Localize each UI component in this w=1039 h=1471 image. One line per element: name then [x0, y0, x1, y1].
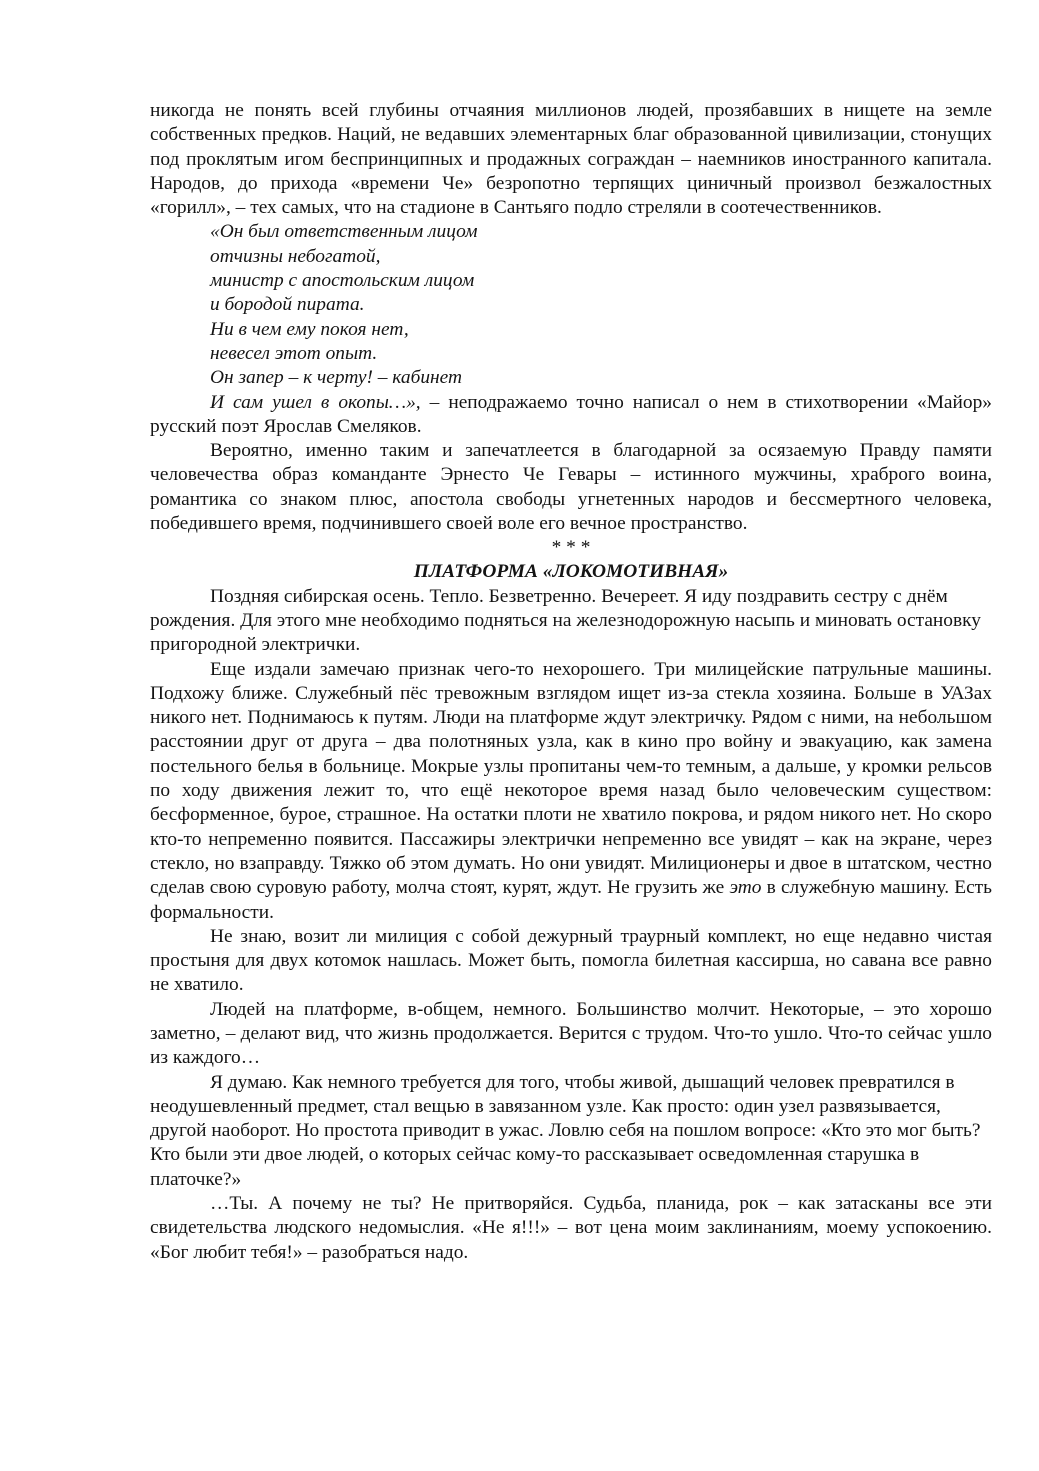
poem-quote [150, 220, 992, 390]
paragraph-3: Поздняя сибирская осень. Тепло. Безветренно. Вечереет. Я иду поздравить сестру с днём рождения. Для этого мне необходимо подняться на железнодорожную насыпь и миновать остановку пригородной электрички. [150, 585, 982, 656]
paragraph-4 [150, 658, 992, 925]
poem-line: отчизны небогатой, [210, 245, 381, 267]
paragraph-1: никогда не понять всей глубины отчаяния миллионов людей, прозябавших в нищете на земле собственных предков. Наций, не ведавших элементарных благ образованной цивилизации, стонущих под проклятым игом беспринципных и продажных сограждан – наемников иностранного капитала. Народов, до прихода «времени Че» безропотно терпящих циничный произвол безжалостных «горилл», – тех самых, что на стадионе в Сантьяго подло стреляли в соотечественников. [150, 100, 992, 219]
paragraph-4-text: Еще издали замечаю признак чего-то нехорошего. Три милицейские патрульные машины. Подхожу ближе. Служебный пёс тревожным взглядом ищет из-за стекла хозяина. Больше в УАЗах никого нет. Поднимаюсь к путям. Люди на платформе ждут электричку. Рядом с ними, на небольшом расстоянии друг от друга – два полотняных узла, как в кино про войну и эвакуацию, как замена постельного белья в больнице. Мокрые узлы пропитаны чем-то темным, а дальше, у кромки рельсов по ходу движения лежит то, что ещё некоторое время назад было человеческим существом: бесформенное, бурое, страшное. На остатки плоти не хватило покрова, и рядом никого нет. Но скоро кто-то непременно появится. Пассажиры электрички непременно все увидят – как на экране, через стекло, но взаправду. Тяжко об этом думать. Но они увидят. Милиционеры и двое в штатском, честно сделав свою суровую работу, молча стоят, курят, ждут. Не грузить же [150, 658, 992, 899]
paragraph-5: Не знаю, возит ли милиция с собой дежурный траурный комплект, но еще недавно чистая простыня для двух котомок нашлась. Может быть, помогла билетная кассирша, но савана все равно не хватило. [150, 925, 992, 996]
poem-attribution-text: – неподражаемо точно написал о нем в стихотворении «Майор» русский поэт Ярослав Смеляков. [150, 391, 992, 437]
section-separator: * * * [551, 537, 591, 559]
poem-line: «Он был ответственным лицом [210, 221, 478, 243]
poem-line: невесел этот опыт. [210, 342, 378, 364]
poem-line: Ни в чем ему покоя нет, [210, 318, 409, 340]
poem-attribution-paragraph [150, 391, 992, 440]
paragraph-6: Людей на платформе, в-общем, немного. Большинство молчит. Некоторые, – это хорошо заметно, – делают вид, что жизнь продолжается. Верится с трудом. Что-то ушло. Что-то сейчас ушло из каждого… [150, 998, 992, 1069]
paragraph-2: Вероятно, именно таким и запечатлеется в благодарной за осязаемую Правду памяти человечества образ команданте Эрнесто Че Гевары – истинного мужчины, храброго воина, романтика со знаком плюс, апостола свободы угнетенных народов и бессмертного человека, победившего время, подчинившего своей воле его вечное пространство. [150, 440, 992, 535]
paragraph-8: …Ты. А почему не ты? Не притворяйся. Судьба, планида, рок – как затасканы все эти свидетельства людского недомыслия. «Не я!!!» – вот цена моим заклинаниям, моему успокоению. «Бог любит тебя!» – разобраться надо. [150, 1193, 992, 1263]
paragraph-4-text-end: в служебную машину. Есть формальности. [150, 877, 992, 923]
paragraph-4-emphasis: это [729, 877, 762, 899]
section-heading: ПЛАТФОРМА «ЛОКОМОТИВНАЯ» [413, 561, 729, 583]
paragraph-7: Я думаю. Как немного требуется для того, чтобы живой, дышащий человек превратился в неодушевленный предмет, стал вещью в завязанном узле. Как просто: один узел развязывается, другой наоборот. Но простота приводит в ужас. Ловлю себя на пошлом вопросе: «Кто это мог быть? Кто были эти двое людей, о которых сейчас кому-то рассказывает осведомленная старушка в платочке?» [150, 1071, 981, 1190]
document-page [150, 99, 992, 1265]
poem-line: и бородой пирата. [210, 294, 365, 316]
poem-line: Он запер – к черту! – кабинет [210, 367, 463, 389]
poem-line: министр с апостольским лицом [210, 270, 475, 292]
poem-last-line: И сам ушел в окопы…», [210, 391, 421, 413]
